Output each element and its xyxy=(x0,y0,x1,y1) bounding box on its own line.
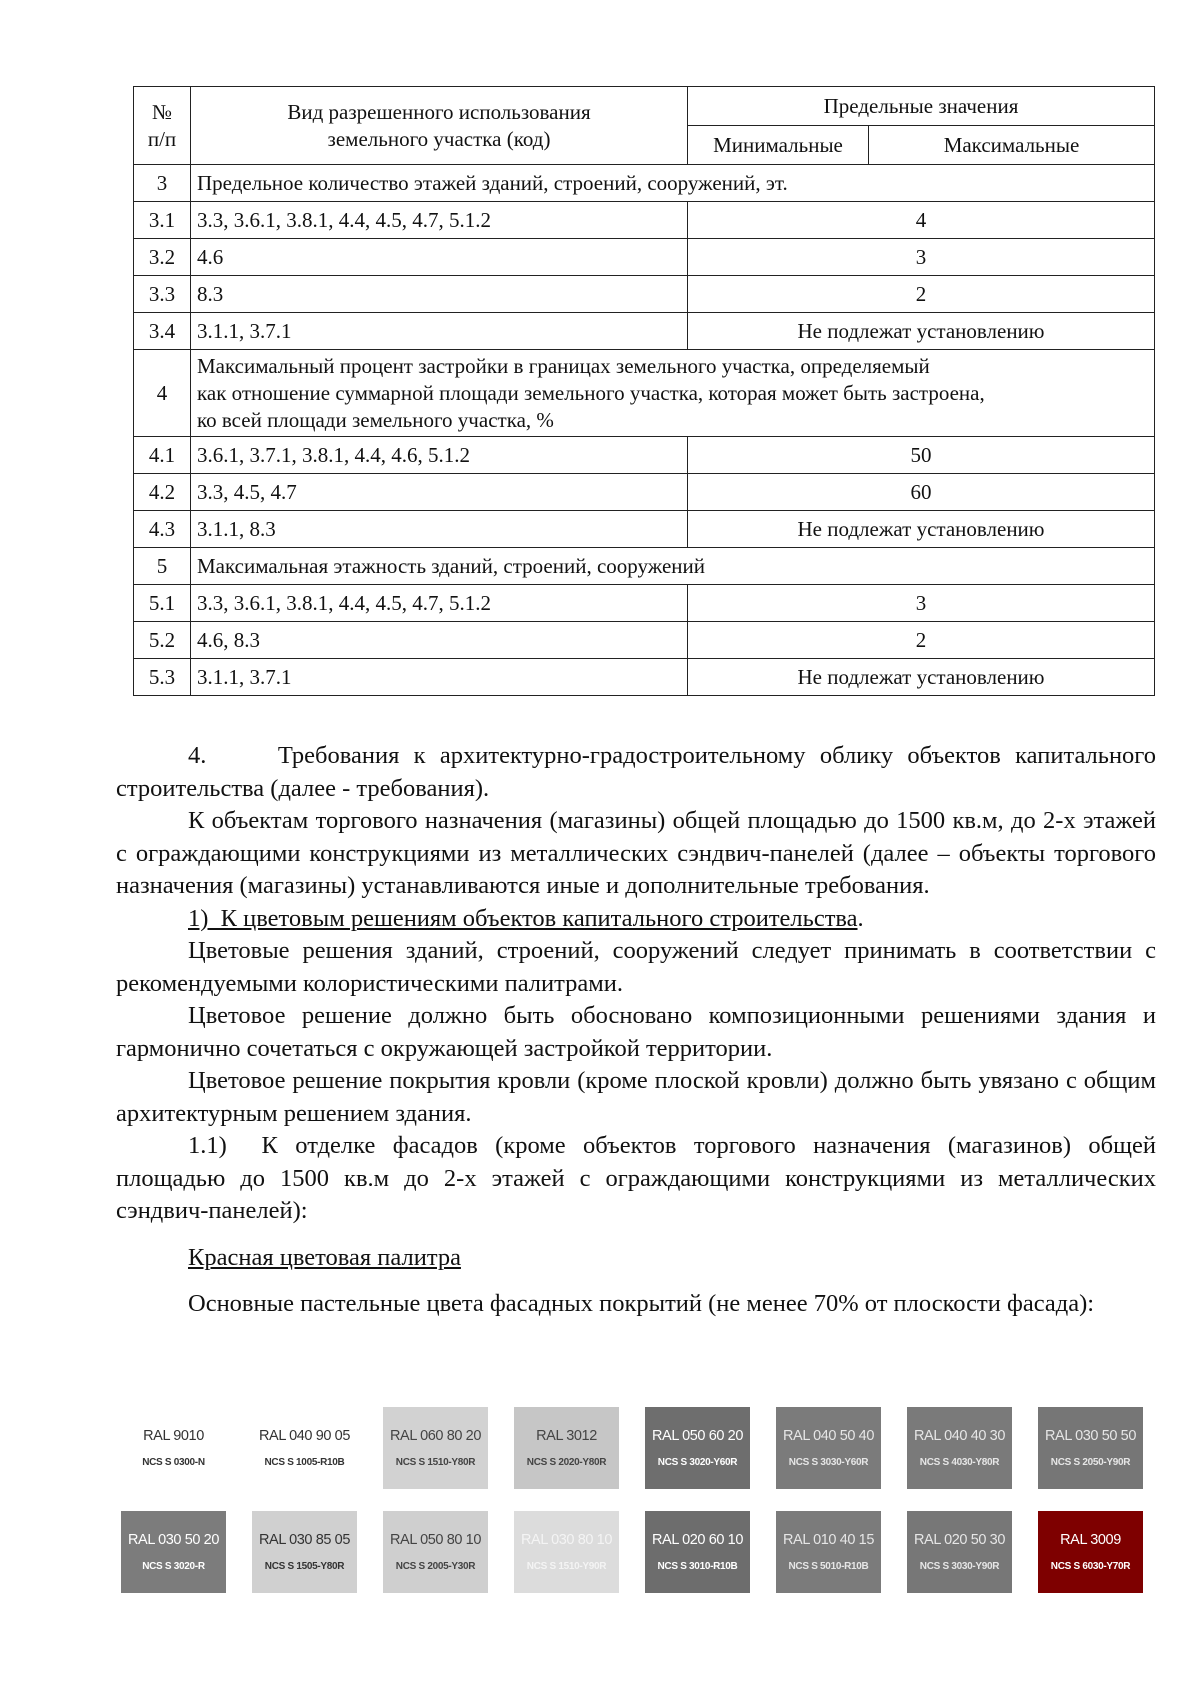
row-number: 4.1 xyxy=(134,437,191,474)
row-limit-value: Не подлежат установлению xyxy=(688,659,1155,696)
row-number: 4.3 xyxy=(134,511,191,548)
swatch-ral-code: RAL 030 50 20 xyxy=(127,1532,219,1548)
paragraph-roof: Цветовое решение покрытия кровли (кроме плоской кровли) должно быть увязано с общим архитектурным решением здания. xyxy=(116,1067,1156,1127)
swatch-ncs-code: NCS S 3030-Y90R xyxy=(919,1561,1000,1572)
row-number: 3.3 xyxy=(134,276,191,313)
color-swatch xyxy=(121,1407,226,1489)
swatch-ral-code: RAL 060 80 20 xyxy=(389,1428,481,1444)
row-use-kind: 4.6 xyxy=(191,239,688,276)
header-max: Максимальные xyxy=(869,126,1155,165)
header-limit-values: Предельные значения xyxy=(688,87,1155,126)
swatch-ncs-code: NCS S 1510-Y80R xyxy=(395,1457,476,1468)
color-swatch xyxy=(645,1407,750,1489)
row-use-kind: 8.3 xyxy=(191,276,688,313)
color-swatch xyxy=(645,1511,750,1593)
color-swatch xyxy=(776,1511,881,1593)
paragraph-color-solutions: Цветовые решения зданий, строений, сооружений следует принимать в соответствии с рекомендуемыми колористическими палитрами. xyxy=(116,937,1156,997)
swatch-ral-code: RAL 010 40 15 xyxy=(782,1532,874,1548)
row-use-kind: Максимальный процент застройки в границах земельного участка, определяемый как отношение суммарной площади земельного участка, которая может быть застроена, ко всей площади земельного участка, % xyxy=(191,350,1155,437)
table-row xyxy=(134,511,1155,548)
row-use-kind: 3.3, 4.5, 4.7 xyxy=(191,474,688,511)
color-swatch xyxy=(514,1511,619,1593)
row-use-kind: 4.6, 8.3 xyxy=(191,622,688,659)
paragraph-composition: Цветовое решение должно быть обосновано композиционными решениями здания и гармонично сочетаться с окружающей застройкой территории. xyxy=(116,1002,1156,1062)
paragraph-pastel: Основные пастельные цвета фасадных покрытий (не менее 70% от плоскости фасада): xyxy=(188,1290,1095,1317)
paragraph-color-heading xyxy=(116,903,1156,936)
swatch-ncs-code: NCS S 2050-Y90R xyxy=(1050,1457,1131,1468)
color-swatch xyxy=(383,1407,488,1489)
paragraph-4: 4. Требования к архитектурно-градостроительному облику объектов капитального строительства (далее - требования). xyxy=(116,742,1156,802)
swatch-ncs-code: NCS S 3020-Y60R xyxy=(657,1457,738,1468)
row-number: 3.2 xyxy=(134,239,191,276)
palette-title-text: Красная цветовая палитра xyxy=(188,1243,461,1271)
table-row xyxy=(134,474,1155,511)
row-number: 5.1 xyxy=(134,585,191,622)
requirements-text xyxy=(116,740,1156,1321)
row-limit-value: 3 xyxy=(688,239,1155,276)
table-row xyxy=(134,437,1155,474)
table-row xyxy=(134,276,1155,313)
row-number: 3.4 xyxy=(134,313,191,350)
paragraph-facade: 1.1) К отделке фасадов (кроме объектов торгового назначения (магазинов) общей площадью до 1500 кв.м до 2-х этажей с ограждающими конструкциями из металлических сэндвич-панелей): xyxy=(116,1132,1156,1224)
swatch-ral-code: RAL 3012 xyxy=(536,1428,597,1444)
row-use-kind: Максимальная этажность зданий, строений, сооружений xyxy=(191,548,1155,585)
swatch-ral-code: RAL 020 60 10 xyxy=(651,1532,743,1548)
color-swatch xyxy=(907,1407,1012,1489)
color-swatch xyxy=(1038,1407,1143,1489)
swatch-ncs-code: NCS S 5010-R10B xyxy=(788,1561,869,1572)
row-number: 4 xyxy=(134,350,191,437)
swatch-ral-code: RAL 040 90 05 xyxy=(258,1428,350,1444)
swatch-ncs-code: NCS S 2020-Y80R xyxy=(526,1457,607,1468)
row-use-kind: 3.3, 3.6.1, 3.8.1, 4.4, 4.5, 4.7, 5.1.2 xyxy=(191,585,688,622)
table-row xyxy=(134,622,1155,659)
swatch-ncs-code: NCS S 0300-N xyxy=(142,1457,205,1468)
row-number: 5 xyxy=(134,548,191,585)
table-row xyxy=(134,202,1155,239)
swatch-ral-code: RAL 9010 xyxy=(143,1428,204,1444)
swatch-ncs-code: NCS S 6030-Y70R xyxy=(1050,1561,1131,1572)
table-row xyxy=(134,239,1155,276)
table-row xyxy=(134,548,1155,585)
swatch-ncs-code: NCS S 3020-R xyxy=(142,1561,205,1572)
swatch-ral-code: RAL 040 40 30 xyxy=(913,1428,1005,1444)
color-swatch xyxy=(514,1407,619,1489)
row-limit-value: 4 xyxy=(688,202,1155,239)
limits-table xyxy=(133,86,1155,696)
color-swatch xyxy=(252,1511,357,1593)
swatch-ncs-code: NCS S 4030-Y80R xyxy=(919,1457,1000,1468)
swatch-ral-code: RAL 030 80 10 xyxy=(520,1532,612,1548)
swatch-ral-code: RAL 050 60 20 xyxy=(651,1428,743,1444)
swatch-ncs-code: NCS S 3010-R10B xyxy=(657,1561,738,1572)
swatch-ral-code: RAL 030 50 50 xyxy=(1044,1428,1136,1444)
row-number: 3 xyxy=(134,165,191,202)
color-heading-tail: . xyxy=(857,904,864,932)
row-number: 4.2 xyxy=(134,474,191,511)
color-heading: 1) К цветовым решениям объектов капитального строительства xyxy=(188,904,858,932)
table-row xyxy=(134,350,1155,437)
table-body xyxy=(134,165,1155,696)
row-number: 5.2 xyxy=(134,622,191,659)
header-min: Минимальные xyxy=(688,126,869,165)
swatch-ral-code: RAL 030 85 05 xyxy=(258,1532,350,1548)
row-number: 5.3 xyxy=(134,659,191,696)
color-swatch xyxy=(1038,1511,1143,1593)
color-swatch xyxy=(252,1407,357,1489)
row-use-kind: 3.1.1, 3.7.1 xyxy=(191,313,688,350)
row-limit-value: 3 xyxy=(688,585,1155,622)
swatch-ral-code: RAL 020 50 30 xyxy=(913,1532,1005,1548)
paragraph-trade-objects: К объектам торгового назначения (магазины) общей площадью до 1500 кв.м, до 2-х этажей с ограждающими конструкциями из металлических сэндвич-панелей (далее – объекты торгового назначения (магазины) устанавливаются иные и дополнительные требования. xyxy=(116,807,1156,899)
palette-title xyxy=(116,1242,1156,1275)
row-limit-value: 2 xyxy=(688,276,1155,313)
swatch-ncs-code: NCS S 3030-Y60R xyxy=(788,1457,869,1468)
swatch-ncs-code: NCS S 2005-Y30R xyxy=(395,1561,476,1572)
swatch-ncs-code: NCS S 1005-R10B xyxy=(264,1457,345,1468)
color-swatch xyxy=(383,1511,488,1593)
header-number: № п/п xyxy=(134,87,191,165)
table-row xyxy=(134,165,1155,202)
swatch-ral-code: RAL 050 80 10 xyxy=(389,1532,481,1548)
header-use-kind: Вид разрешенного использования земельного участка (код) xyxy=(191,87,688,165)
row-limit-value: Не подлежат установлению xyxy=(688,511,1155,548)
color-swatch xyxy=(776,1407,881,1489)
row-use-kind: 3.3, 3.6.1, 3.8.1, 4.4, 4.5, 4.7, 5.1.2 xyxy=(191,202,688,239)
swatch-ral-code: RAL 3009 xyxy=(1060,1532,1121,1548)
row-limit-value: Не подлежат установлению xyxy=(688,313,1155,350)
row-limit-value: 60 xyxy=(688,474,1155,511)
row-use-kind: Предельное количество этажей зданий, строений, сооружений, эт. xyxy=(191,165,1155,202)
row-number: 3.1 xyxy=(134,202,191,239)
table-row xyxy=(134,585,1155,622)
row-use-kind: 3.6.1, 3.7.1, 3.8.1, 4.4, 4.6, 5.1.2 xyxy=(191,437,688,474)
swatch-ral-code: RAL 040 50 40 xyxy=(782,1428,874,1444)
row-limit-value: 50 xyxy=(688,437,1155,474)
table-row xyxy=(134,313,1155,350)
swatch-ncs-code: NCS S 1510-Y90R xyxy=(526,1561,607,1572)
row-use-kind: 3.1.1, 8.3 xyxy=(191,511,688,548)
swatch-ncs-code: NCS S 1505-Y80R xyxy=(264,1561,345,1572)
row-limit-value: 2 xyxy=(688,622,1155,659)
table-row xyxy=(134,659,1155,696)
row-use-kind: 3.1.1, 3.7.1 xyxy=(191,659,688,696)
color-swatch xyxy=(121,1511,226,1593)
color-swatch xyxy=(907,1511,1012,1593)
